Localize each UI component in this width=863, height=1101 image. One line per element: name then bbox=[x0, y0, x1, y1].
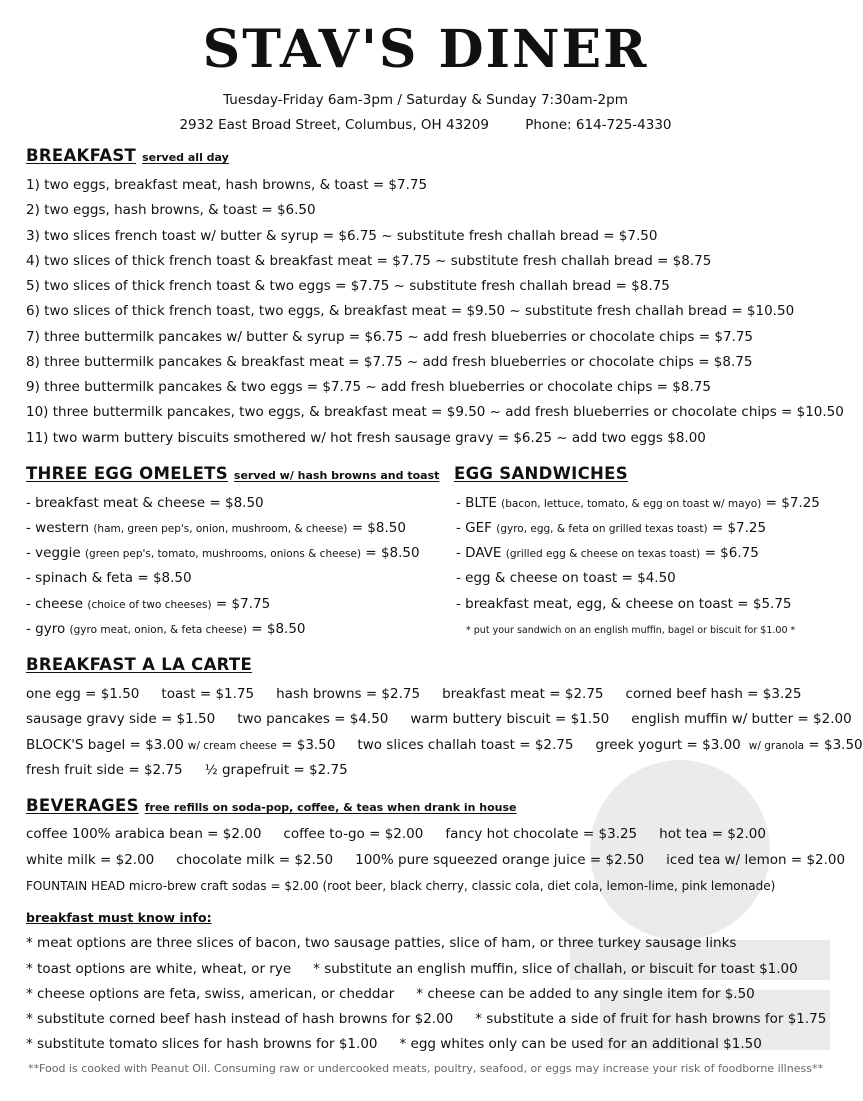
sandwich-item bbox=[456, 520, 766, 536]
breakfast-item: 8) three buttermilk pancakes & breakfast meat = $7.75 ~ add fresh blueberries or chocolate chips = $8.75 bbox=[26, 354, 753, 370]
menu-text: w/ cream cheese bbox=[187, 740, 277, 752]
menu-text: - veggie bbox=[26, 545, 81, 561]
menu-text: sausage gravy side = $1.50 bbox=[26, 711, 216, 727]
menu-text: iced tea w/ lemon = $2.00 bbox=[666, 852, 846, 868]
menu-text: english muffin w/ butter = $2.00 bbox=[631, 711, 852, 727]
menu-text: white milk = $2.00 bbox=[26, 852, 155, 868]
breakfast-subtitle: served all day bbox=[142, 151, 229, 164]
breakfast-item: 2) two eggs, hash browns, & toast = $6.50 bbox=[26, 202, 316, 218]
omelets-heading bbox=[26, 464, 439, 483]
menu-text: (grilled egg & cheese on texas toast) bbox=[505, 548, 701, 560]
breakfast-item: 1) two eggs, breakfast meat, hash browns, & toast = $7.75 bbox=[26, 177, 428, 193]
menu-text: - GEF bbox=[456, 520, 492, 536]
menu-text: (gyro, egg, & feta on grilled texas toast) bbox=[496, 523, 708, 535]
breakfast-item: 11) two warm buttery biscuits smothered w/ hot fresh sausage gravy = $6.25 ~ add two eggs $8.00 bbox=[26, 430, 706, 446]
menu-text: breakfast meat = $2.75 bbox=[442, 686, 604, 702]
menu-text: - breakfast meat & cheese bbox=[26, 495, 206, 511]
menu-text: two pancakes = $4.50 bbox=[237, 711, 389, 727]
menu-text: w/ granola bbox=[748, 740, 805, 752]
menu-text: one egg = $1.50 bbox=[26, 686, 140, 702]
menu-text: coffee to-go = $2.00 bbox=[283, 826, 424, 842]
menu-text: * toast options are white, wheat, or rye bbox=[26, 961, 292, 977]
menu-text: - BLTE bbox=[456, 495, 497, 511]
menu-text: hot tea = $2.00 bbox=[659, 826, 766, 842]
menu-text: * substitute tomato slices for hash browns for $1.00 bbox=[26, 1036, 378, 1052]
menu-text: BLOCK'S bagel = $3.00 bbox=[26, 737, 184, 753]
menu-text: (bacon, lettuce, tomato, & egg on toast w/ mayo) bbox=[501, 498, 762, 510]
menu-text: = $7.25 bbox=[765, 495, 820, 511]
menu-text: coffee 100% arabica bean = $2.00 bbox=[26, 826, 262, 842]
hours-line: Tuesday-Friday 6am-3pm / Saturday & Sunday 7:30am-2pm bbox=[223, 92, 628, 108]
menu-text: fresh fruit side = $2.75 bbox=[26, 762, 183, 778]
menu-text: * meat options are three slices of bacon, two sausage patties, slice of ham, or three turkey sausage links bbox=[26, 935, 737, 951]
address: 2932 East Broad Street, Columbus, OH 43209 bbox=[179, 117, 489, 133]
omelets-title: THREE EGG OMELETS bbox=[26, 464, 228, 483]
menu-text: = $8.50 bbox=[137, 570, 192, 586]
menu-text: warm buttery biscuit = $1.50 bbox=[410, 711, 610, 727]
contact-line bbox=[0, 117, 851, 133]
info-line bbox=[26, 935, 736, 951]
beverages-subtitle: free refills on soda-pop, coffee, & teas when drank in house bbox=[144, 801, 517, 814]
beverages-heading bbox=[26, 796, 517, 815]
menu-text: - gyro bbox=[26, 621, 66, 637]
breakfast-item: 6) two slices of thick french toast, two eggs, & breakfast meat = $9.50 ~ substitute fresh challah bread = $10.50 bbox=[26, 303, 795, 319]
breakfast-item: 4) two slices of thick french toast & breakfast meat = $7.75 ~ substitute fresh challah bread = $8.75 bbox=[26, 253, 712, 269]
sandwich-item bbox=[456, 495, 820, 511]
menu-text: (ham, green pep's, onion, mushroom, & cheese) bbox=[93, 523, 348, 535]
sandwiches-heading: EGG SANDWICHES bbox=[454, 464, 628, 483]
info-line bbox=[26, 1036, 762, 1052]
omelets-subtitle: served w/ hash browns and toast bbox=[233, 469, 440, 482]
beverage-sodas: FOUNTAIN HEAD micro-brew craft sodas = $2.00 (root beer, black cherry, classic cola, diet cola, lemon-lime, pink lemonade) bbox=[26, 879, 776, 893]
omelet-item bbox=[26, 621, 306, 637]
menu-text: toast = $1.75 bbox=[161, 686, 255, 702]
menu-text: * egg whites only can be used for an additional $1.50 bbox=[399, 1036, 762, 1052]
sandwich-item bbox=[456, 545, 759, 561]
menu-text: * substitute an english muffin, slice of challah, or biscuit for toast $1.00 bbox=[313, 961, 798, 977]
breakfast-title: BREAKFAST bbox=[26, 146, 137, 165]
a-la-carte-row bbox=[26, 711, 852, 727]
info-heading: breakfast must know info: bbox=[26, 910, 212, 925]
menu-text: - spinach & feta bbox=[26, 570, 134, 586]
omelet-item bbox=[26, 520, 406, 536]
menu-text: (green pep's, tomato, mushrooms, onions & cheese) bbox=[84, 548, 362, 560]
beverage-row bbox=[26, 826, 766, 842]
menu-text: fancy hot chocolate = $3.25 bbox=[445, 826, 638, 842]
breakfast-item: 5) two slices of thick french toast & two eggs = $7.75 ~ substitute fresh challah bread = $8.75 bbox=[26, 278, 670, 294]
menu-text: - egg & cheese on toast bbox=[456, 570, 618, 586]
footer-disclaimer: **Food is cooked with Peanut Oil. Consuming raw or undercooked meats, poultry, seafood, or eggs may increase your risk of foodborne illness** bbox=[28, 1062, 823, 1075]
menu-text: (choice of two cheeses) bbox=[87, 599, 212, 611]
menu-text: * substitute a side of fruit for hash browns for $1.75 bbox=[475, 1011, 827, 1027]
breakfast-item: 7) three buttermilk pancakes w/ butter & syrup = $6.75 ~ add fresh blueberries or chocolate chips = $7.75 bbox=[26, 329, 754, 345]
menu-text: = $8.50 bbox=[251, 621, 306, 637]
sandwich-note: * put your sandwich on an english muffin, bagel or biscuit for $1.00 * bbox=[466, 625, 796, 636]
a-la-carte-heading: BREAKFAST A LA CARTE bbox=[26, 655, 253, 674]
menu-text: - breakfast meat, egg, & cheese on toast bbox=[456, 596, 733, 612]
phone: Phone: 614-725-4330 bbox=[525, 117, 672, 133]
menu-text: = $8.50 bbox=[365, 545, 420, 561]
menu-text: two slices challah toast = $2.75 bbox=[357, 737, 574, 753]
menu-text: (gyro meat, onion, & feta cheese) bbox=[69, 624, 247, 636]
breakfast-item: 3) two slices french toast w/ butter & syrup = $6.75 ~ substitute fresh challah bread = $7.50 bbox=[26, 228, 658, 244]
menu-text: - cheese bbox=[26, 596, 84, 612]
menu-text: ½ grapefruit = $2.75 bbox=[204, 762, 348, 778]
menu-text: hash browns = $2.75 bbox=[276, 686, 421, 702]
info-line bbox=[26, 961, 798, 977]
menu-text: = $4.50 bbox=[621, 570, 676, 586]
beverages-title: BEVERAGES bbox=[26, 796, 139, 815]
info-line bbox=[26, 986, 755, 1002]
sandwich-item bbox=[456, 570, 676, 586]
omelet-item bbox=[26, 596, 270, 612]
a-la-carte-row bbox=[26, 762, 348, 778]
sandwich-item bbox=[456, 596, 792, 612]
omelet-item bbox=[26, 495, 264, 511]
menu-text: = $8.50 bbox=[351, 520, 406, 536]
a-la-carte-row bbox=[26, 737, 863, 753]
menu-text: * cheese options are feta, swiss, american, or cheddar bbox=[26, 986, 395, 1002]
menu-text: - DAVE bbox=[456, 545, 502, 561]
breakfast-item: 9) three buttermilk pancakes & two eggs = $7.75 ~ add fresh blueberries or chocolate chips = $8.75 bbox=[26, 379, 711, 395]
breakfast-heading bbox=[26, 146, 229, 165]
menu-text: corned beef hash = $3.25 bbox=[625, 686, 802, 702]
a-la-carte-row bbox=[26, 686, 801, 702]
menu-text: = $3.50 bbox=[281, 737, 336, 753]
breakfast-item: 10) three buttermilk pancakes, two eggs, & breakfast meat = $9.50 ~ add fresh blueberries or chocolate chips = $10.50 bbox=[26, 404, 844, 420]
omelet-item bbox=[26, 570, 192, 586]
menu-text: = $6.75 bbox=[704, 545, 759, 561]
menu-text: - western bbox=[26, 520, 90, 536]
menu-text: = $7.25 bbox=[711, 520, 767, 536]
menu-text: chocolate milk = $2.50 bbox=[176, 852, 334, 868]
menu-text: = $7.75 bbox=[215, 596, 271, 612]
menu-text: = $8.50 bbox=[209, 495, 264, 511]
info-line bbox=[26, 1011, 826, 1027]
menu-text: = $5.75 bbox=[737, 596, 792, 612]
menu-text: = $3.50 bbox=[808, 737, 863, 753]
omelet-item bbox=[26, 545, 420, 561]
menu-text: 100% pure squeezed orange juice = $2.50 bbox=[355, 852, 645, 868]
restaurant-name: STAV'S DINER bbox=[202, 19, 649, 80]
menu-text: greek yogurt = $3.00 bbox=[595, 737, 741, 753]
menu-text: * cheese can be added to any single item for $.50 bbox=[416, 986, 755, 1002]
beverage-row bbox=[26, 852, 845, 868]
menu-text: * substitute corned beef hash instead of hash browns for $2.00 bbox=[26, 1011, 454, 1027]
